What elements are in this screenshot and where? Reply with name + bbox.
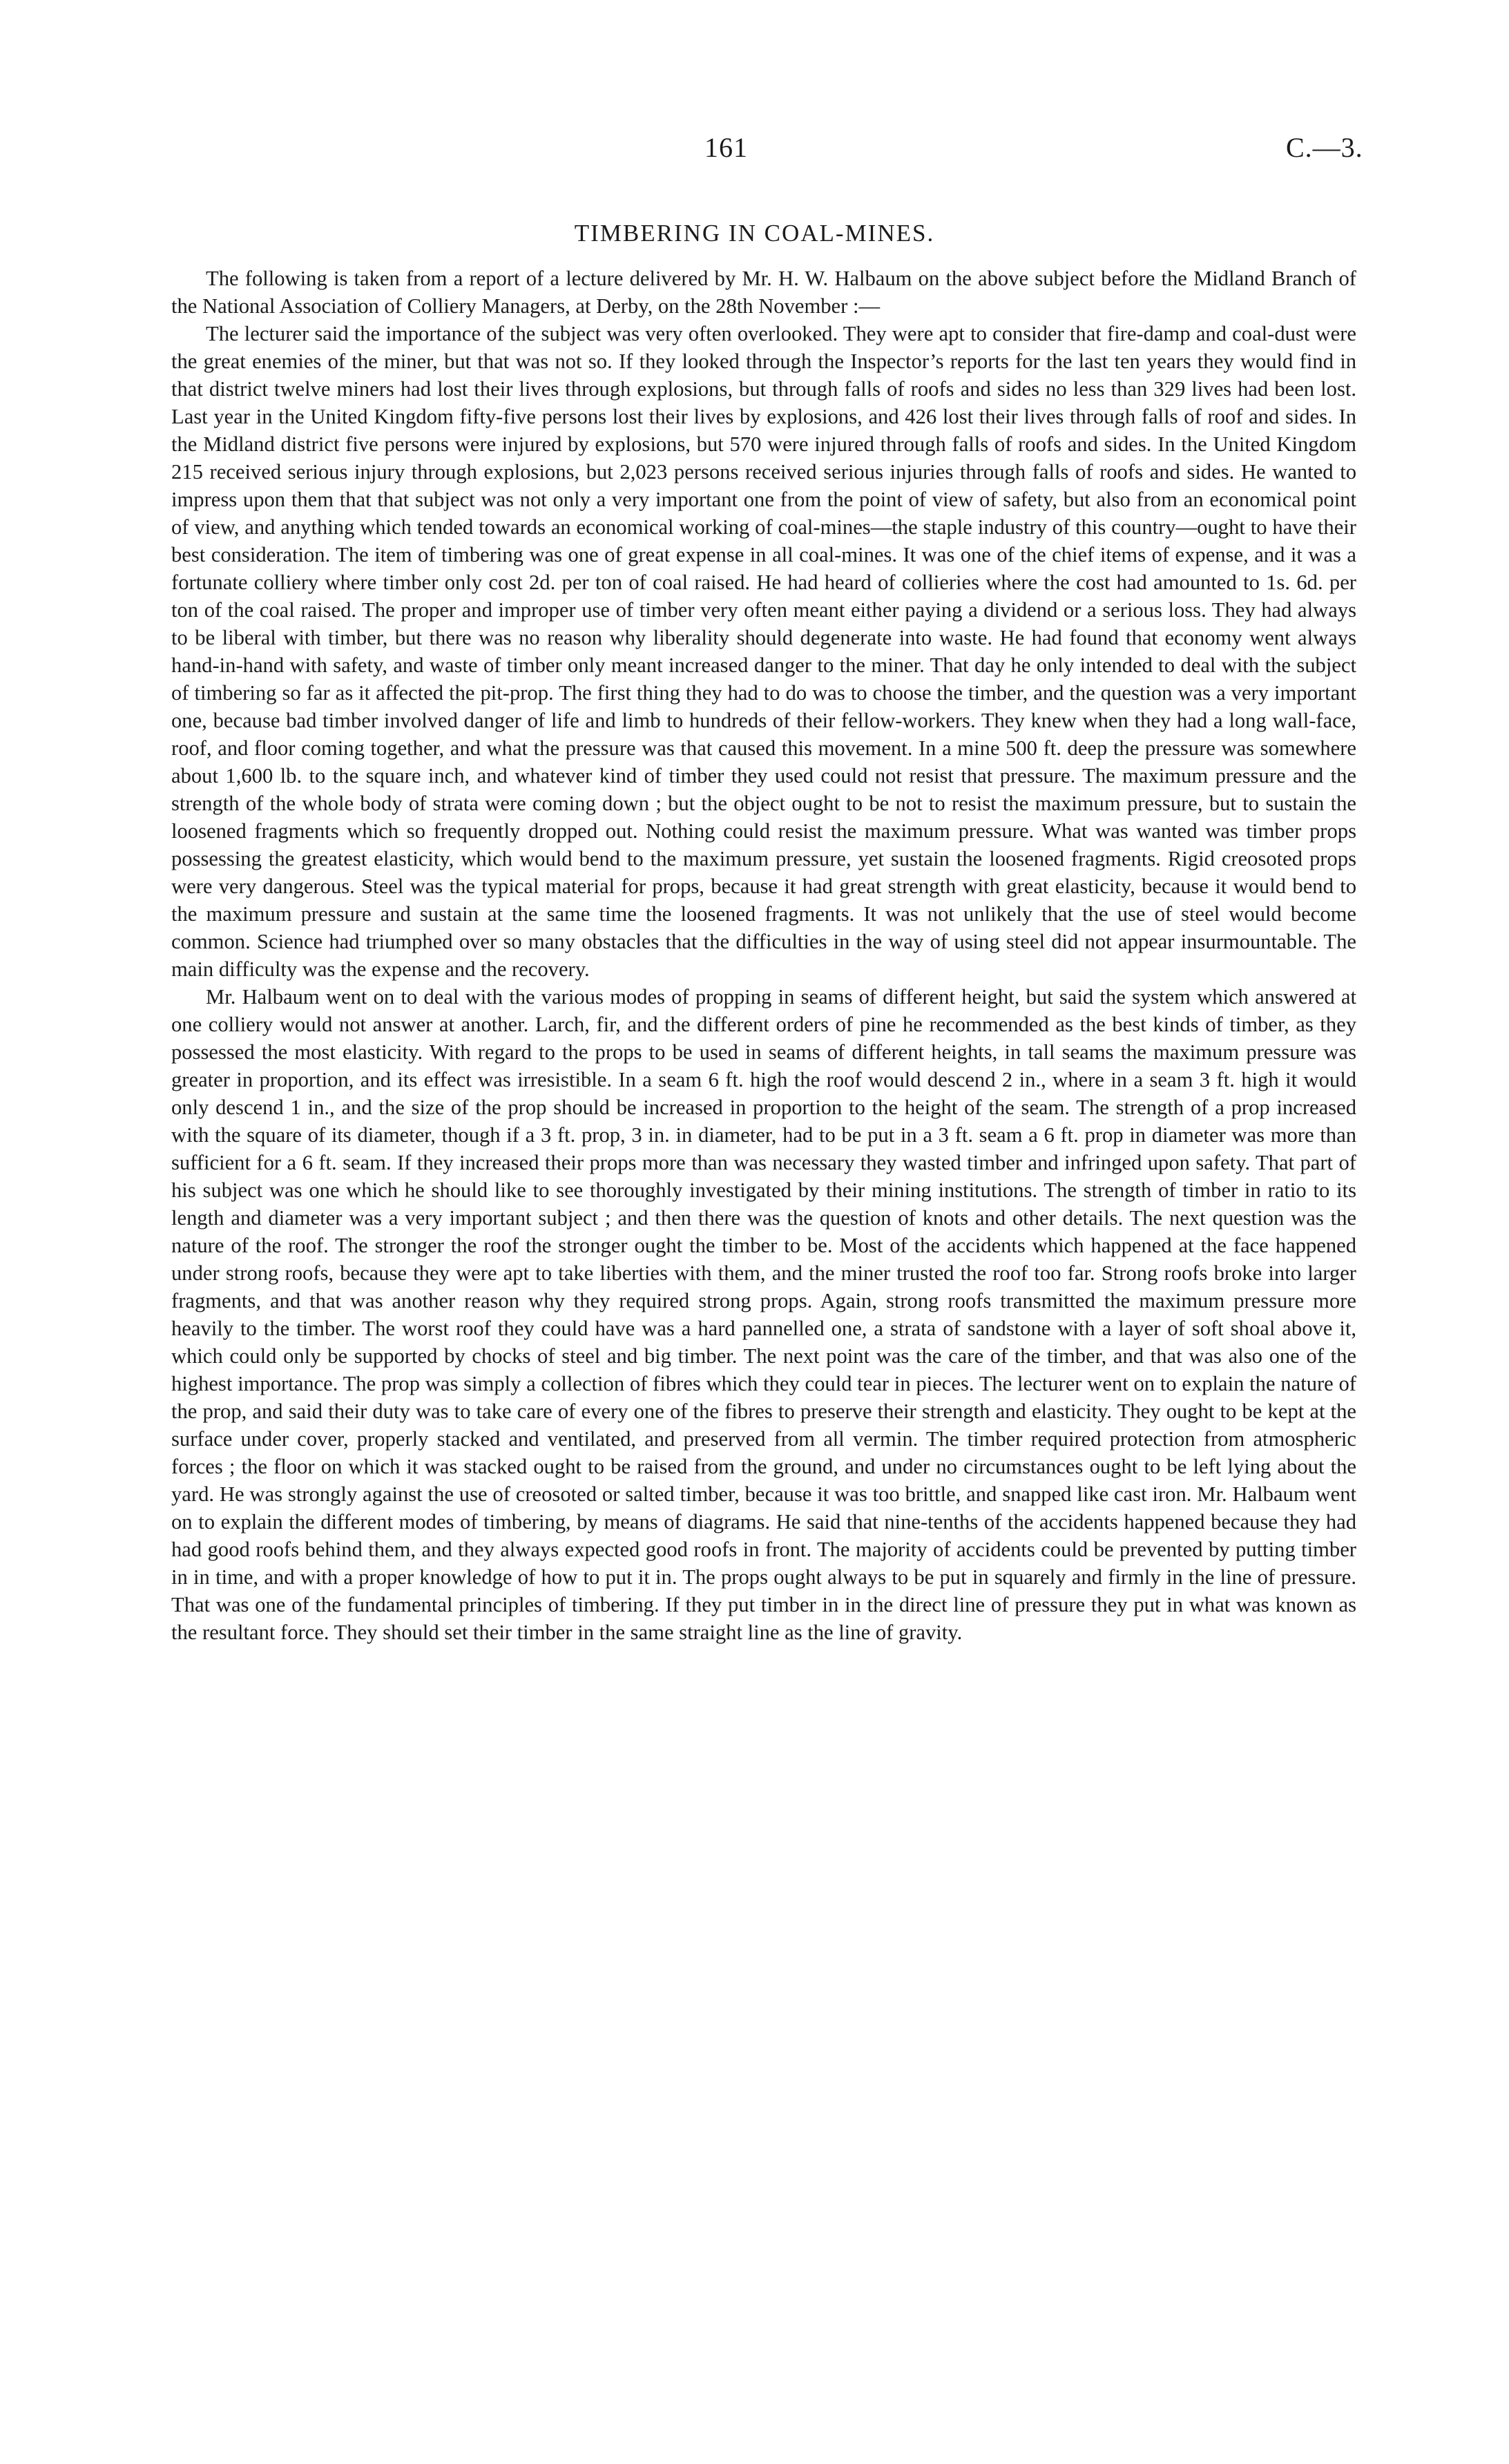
intro-paragraph: The following is taken from a report of a lecture delivered by Mr. H. W. Halbaum on the above subject before the Midland Branch of the National Association of Colliery Managers, at Derby, on the 28th November :— [171, 267, 1356, 318]
article-body [171, 265, 1356, 1646]
article-title: TIMBERING IN COAL-MINES. [574, 220, 935, 247]
page-number: 161 [704, 132, 748, 163]
body-paragraph: Mr. Halbaum went on to deal with the various modes of propping in seams of different height, but said the system which answered at one colliery would not answer at another. Larch, fir, and the different orders of pine he recommended as the best kinds of timber, as they possessed the most elasticity. With regard to the props to be used in seams of different heights, in tall seams the maximum pressure was greater in proportion, and its effect was irresistible. In a seam 6 ft. high the roof would descend 2 in., where in a seam 3 ft. high it would only descend 1 in., and the size of the prop should be increased in proportion to the height of the seam. The strength of a prop increased with the square of its diameter, though if a 3 ft. prop, 3 in. in diameter, had to be put in a 3 ft. seam a 6 ft. prop in diameter was more than sufficient for a 6 ft. seam. If they increased their props more than was necessary they wasted timber and infringed upon safety. That part of his subject was one which he should like to see thoroughly investigated by their mining institutions. The strength of timber in ratio to its length and diameter was a very important subject ; and then there was the question of knots and other details. The next question was the nature of the roof. The stronger the roof the stronger ought the timber to be. Most of the accidents which happened at the face happened under strong roofs, because they were apt to take liberties with them, and the miner trusted the roof too far. Strong roofs broke into larger fragments, and that was another reason why they required strong props. Again, strong roofs transmitted the maximum pressure more heavily to the timber. The worst roof they could have was a hard pannelled one, a strata of sandstone with a layer of soft shoal above it, which could only be supported by chocks of steel and big timber. The next point was the care of the timber, and that was also one of the highest importance. The prop was simply a collection of fibres which they could tear in pieces. The lecturer went on to explain the nature of the prop, and said their duty was to take care of every one of the fibres to preserve their strength and elasticity. They ought to be kept at the surface under cover, properly stacked and ventilated, and preserved from all vermin. The timber required protection from atmospheric forces ; the floor on which it was stacked ought to be raised from the ground, and under no circumstances ought to be left lying about the yard. He was strongly against the use of creosoted or salted timber, because it was too brittle, and snapped like cast iron. Mr. Halbaum went on to explain the different modes of timbering, by means of diagrams. He said that nine-tenths of the accidents happened because they had had good roofs behind them, and they always expected good roofs in front. The majority of accidents could be prevented by putting timber in in time, and with a proper knowledge of how to put it in. The props ought always to be put in squarely and firmly in the line of pressure. That was one of the fundamental principles of timbering. If they put timber in in the direct line of pressure they put in what was known as the resultant force. They should set their timber in the same straight line as the line of gravity. [171, 985, 1356, 1644]
body-paragraph: The lecturer said the importance of the subject was very often overlooked. They were apt to consider that fire-damp and coal-dust were the great enemies of the miner, but that was not so. If they looked through the Inspector’s reports for the last ten years they would find in that district twelve miners had lost their lives through explosions, but through falls of roofs and sides no less than 329 lives had been lost. Last year in the United Kingdom fifty-five persons lost their lives by explosions, and 426 lost their lives through falls of roof and sides. In the Midland district five persons were injured by explosions, but 570 were injured through falls of roofs and sides. In the United Kingdom 215 received serious injury through explosions, but 2,023 persons received serious injuries through falls of roofs and sides. He wanted to impress upon them that that subject was not only a very important one from the point of view of safety, but also from an economical point of view, and anything which tended towards an economical working of coal-mines—the staple industry of this country—ought to have their best consideration. The item of timbering was one of great expense in all coal-mines. It was one of the chief items of expense, and it was a fortunate colliery where timber only cost 2d. per ton of coal raised. He had heard of collieries where the cost had amounted to 1s. 6d. per ton of the coal raised. The proper and improper use of timber very often meant either paying a dividend or a serious loss. They had always to be liberal with timber, but there was no reason why liberality should degenerate into waste. He had found that economy went always hand-in-hand with safety, and waste of timber only meant increased danger to the miner. That day he only intended to deal with the subject of timbering so far as it affected the pit-prop. The first thing they had to do was to choose the timber, and the question was a very important one, because bad timber involved danger of life and limb to hundreds of their fellow-workers. They knew when they had a long wall-face, roof, and floor coming together, and what the pressure was that caused this movement. In a mine 500 ft. deep the pressure was somewhere about 1,600 lb. to the square inch, and whatever kind of timber they used could not resist that pressure. The maximum pressure and the strength of the whole body of strata were coming down ; but the object ought to be not to resist the maximum pressure, but to sustain the loosened fragments which so frequently dropped out. Nothing could resist the maximum pressure. What was wanted was timber props possessing the greatest elasticity, which would bend to the maximum pressure, yet sustain the loosened fragments. Rigid creosoted props were very dangerous. Steel was the typical material for props, because it had great strength with great elasticity, because it would bend to the maximum pressure and sustain at the same time the loosened fragments. It was not unlikely that the use of steel would become common. Science had triumphed over so many obstacles that the difficulties in the way of using steel did not appear insurmountable. The main difficulty was the expense and the recovery. [171, 322, 1356, 981]
document-reference: C.—3. [1286, 132, 1363, 163]
